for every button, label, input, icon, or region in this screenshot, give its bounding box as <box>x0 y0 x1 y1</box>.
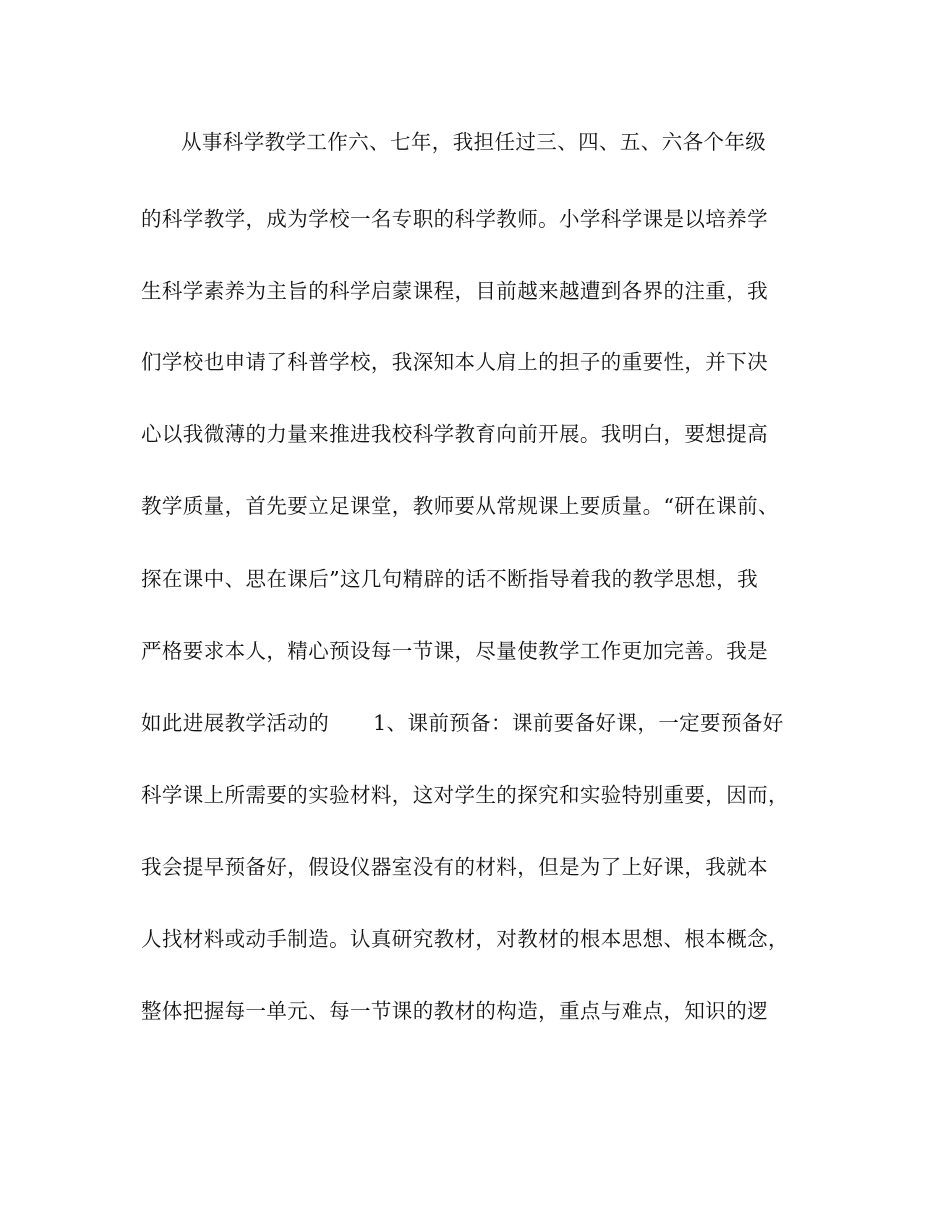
text-line-13: 整体把握每一单元、每一节课的教材的构造，重点与难点，知识的逻 <box>141 999 768 1023</box>
text-line-9-tail: 1、课前预备：课前要备好课，一定要预备好 <box>373 711 784 735</box>
text-line-3: 生科学素养为主旨的科学启蒙课程，目前越来越遭到各界的注重，我 <box>141 279 768 303</box>
text-line-2: 的科学教学，成为学校一名专职的科学教师。小学科学课是以培养学 <box>141 207 768 231</box>
text-line-7: 探在课中、思在课后”这几句精辟的话不断指导着我的教学思想，我 <box>141 567 758 591</box>
text-line-10: 科学课上所需要的实验材料，这对学生的探究和实验特别重要，因而， <box>141 783 789 807</box>
text-line-11: 我会提早预备好，假设仪器室没有的材料，但是为了上好课，我就本 <box>141 855 768 879</box>
text-line-9 <box>141 708 821 738</box>
text-line-12: 人找材料或动手制造。认真研究教材，对教材的根本思想、根本概念， <box>141 927 789 951</box>
text-line-1: 从事科学教学工作六、七年，我担任过三、四、五、六各个年级 <box>181 130 767 154</box>
text-line-5: 心以我微薄的力量来推进我校科学教育向前开展。我明白，要想提高 <box>141 422 768 446</box>
text-line-4: 们学校也申请了科普学校，我深知本人肩上的担子的重要性，并下决 <box>141 350 768 374</box>
text-line-6: 教学质量，首先要立足课堂，教师要从常规课上要质量。“研在课前、 <box>141 494 779 518</box>
text-line-8: 严格要求本人，精心预设每一节课，尽量使教学工作更加完善。我是 <box>141 639 768 663</box>
text-line-9-head: 如此进展教学活动的 <box>141 711 330 735</box>
